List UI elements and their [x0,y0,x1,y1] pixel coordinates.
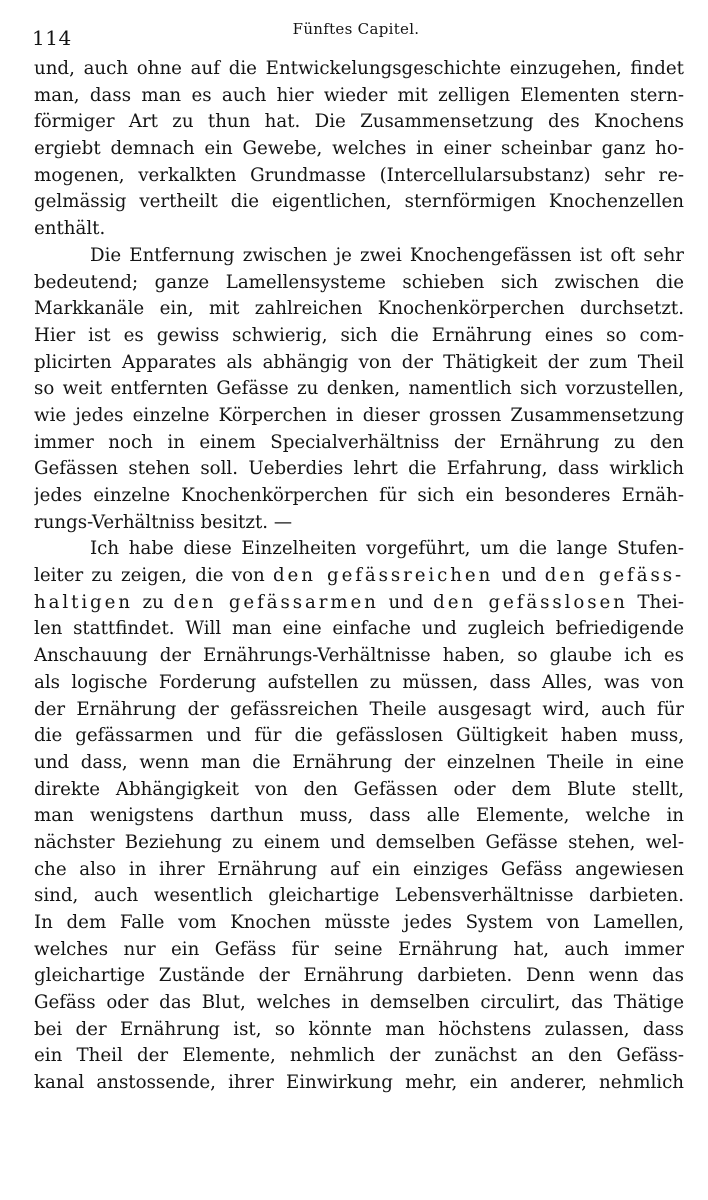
text-line: Gefässen stehen soll. Ueberdies lehrt die Erfahrung, dass wirklich [34,458,684,480]
text-line: rungs-Verhältniss besitzt. — [34,511,293,533]
text-line: mogenen, verkalkten Grundmasse (Intercellularsubstanz) sehr re- [34,164,684,186]
text-line: len stattfindet. Will man eine einfache und zugleich befriedigende [34,618,684,640]
emphasis-text: den gefässreichen [273,565,494,587]
text-line: immer noch in einem Specialverhältniss der Ernährung zu den [34,431,684,453]
text-line: Markkanäle ein, mit zahlreichen Knochenkörperchen durchsetzt. [34,298,684,320]
text-line: bei der Ernährung ist, so könnte man höchstens zulassen, dass [34,1018,684,1040]
text-line: nächster Beziehung zu einem und demselben Gefässe stehen, wel- [34,831,684,853]
emphasis-text: haltigen [34,591,133,613]
text-line: gleichartige Zustände der Ernährung darbieten. Denn wenn das [34,965,684,987]
text-line [34,590,684,617]
text-line: als logische Forderung aufstellen zu müssen, dass Alles, was von [34,671,684,693]
text-line: welches nur ein Gefäss für seine Ernährung hat, auch immer [34,938,684,960]
text-line: Hier ist es gewiss schwierig, sich die Ernährung eines so com- [34,324,684,346]
text-line: Gefäss oder das Blut, welches in demselben circulirt, das Thätige [34,992,684,1014]
paragraph-first-line: Die Entfernung zwischen je zwei Knochengefässen ist oft sehr [90,244,684,266]
emphasis-text: den gefäss- [544,565,684,587]
emphasis-text: den gefässarmen [173,591,379,613]
text-run: zu [132,591,174,613]
text-line: förmiger Art zu thun hat. Die Zusammensetzung des Knochens [34,111,684,133]
text-line: kanal anstossende, ihrer Einwirkung mehr, ein anderer, nehmlich [34,1072,684,1094]
paragraph-first-line: Ich habe diese Einzelheiten vorgeführt, um die lange Stufen- [90,538,684,560]
text-line: ein Theil der Elemente, nehmlich der zunächst an den Gefäss- [34,1045,684,1067]
page-number: 114 [32,26,72,50]
text-line: und dass, wenn man die Ernährung der einzelnen Theile in eine [34,751,684,773]
emphasis-text: den gefässlosen [433,591,628,613]
text-line: wie jedes einzelne Körperchen in dieser grossen Zusammensetzung [34,404,684,426]
text-run: und [493,565,545,587]
text-run: und [378,591,434,613]
text-line: gelmässig vertheilt die eigentlichen, sternförmigen Knochenzellen [34,191,684,213]
text-line: so weit entfernten Gefässe zu denken, namentlich sich vorzustellen, [34,378,684,400]
text-line [34,563,684,590]
running-head: Fünftes Capitel. [292,20,420,38]
text-line: plicirten Apparates als abhängig von der Thätigkeit der zum Theil [34,351,684,373]
text-line: man wenigstens darthun muss, dass alle Elemente, welche in [34,805,684,827]
text-run: Thei- [627,591,684,613]
text-line: che also in ihrer Ernährung auf ein einziges Gefäss angewiesen [34,858,684,880]
text-line: man, dass man es auch hier wieder mit zelligen Elementen stern- [34,84,684,106]
page-header [32,20,680,50]
text-line: direkte Abhängigkeit von den Gefässen oder dem Blute stellt, [34,778,684,800]
text-line: bedeutend; ganze Lamellensysteme schieben sich zwischen die [34,271,684,293]
text-line: sind, auch wesentlich gleichartige Lebensverhältnisse darbieten. [34,885,684,907]
text-line: die gefässarmen und für die gefässlosen Gültigkeit haben muss, [34,725,684,747]
body-text [34,56,684,1097]
text-run: leiter zu zeigen, die von [34,565,273,587]
text-line: jedes einzelne Knochenkörperchen für sich ein besonderes Ernäh- [34,485,684,506]
text-line: Anschauung der Ernährungs-Verhältnisse haben, so glaube ich es [34,645,684,667]
text-line: ergiebt demnach ein Gewebe, welches in einer scheinbar ganz ho- [34,138,684,160]
text-line: enthält. [34,218,106,240]
text-line: In dem Falle vom Knochen müsste jedes System von Lamellen, [34,912,684,933]
text-line: der Ernährung der gefässreichen Theile ausgesagt wird, auch für [34,698,684,720]
text-line: und, auch ohne auf die Entwickelungsgeschichte einzugehen, findet [34,58,684,79]
